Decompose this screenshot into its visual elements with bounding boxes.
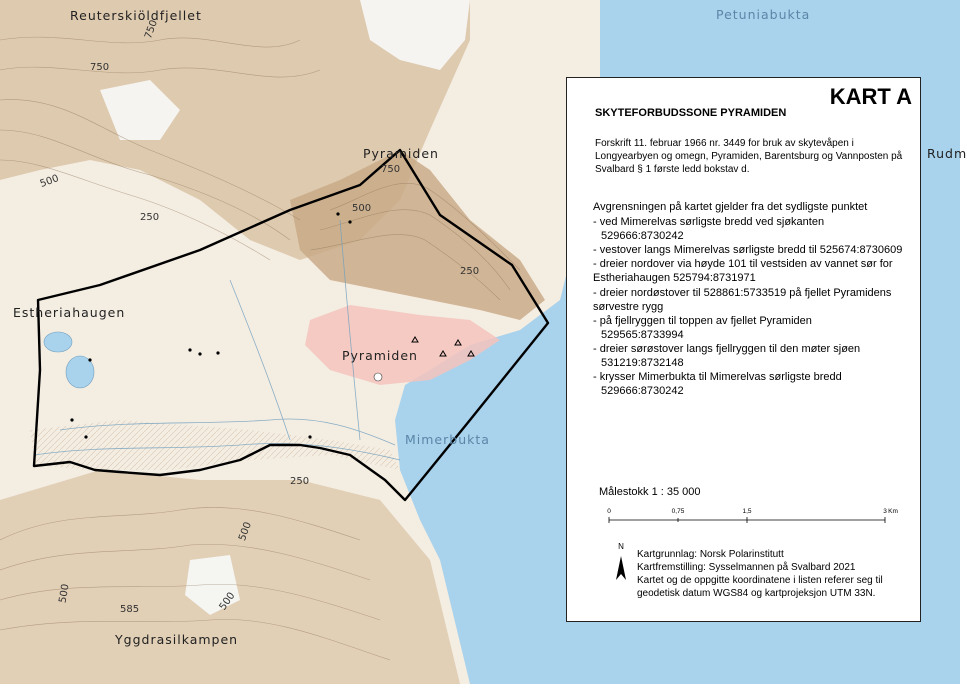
- scale-tick-label: 0,75: [671, 508, 685, 515]
- regulation-text: Forskrift 11. februar 1966 nr. 3449 for bruk av skytevåpen i Longyearbyen og omegn, Pyramiden, Barentsburg og Vannposten på Svalbard § 1 første ledd bokstav d.: [595, 138, 903, 175]
- scale-bar-graphic: [605, 516, 895, 530]
- contour-label: 250: [460, 266, 480, 277]
- contour-label: 750: [381, 164, 401, 175]
- scale-unit: Km: [888, 508, 898, 515]
- boundary-description: [593, 200, 913, 398]
- boundary-item-coord: 529666:8730242: [601, 385, 684, 398]
- boundary-item-coord: 529565:8733994: [601, 328, 684, 341]
- contour-label: 750: [143, 18, 160, 41]
- boundary-item-text: - på fjellryggen til toppen av fjellet Pyramiden: [593, 314, 812, 327]
- label-pyramiden-peak: Pyramiden: [363, 146, 439, 161]
- map-title: KART A: [829, 84, 912, 109]
- boundary-item: [593, 342, 913, 370]
- boundary-item-text: - dreier nordøstover til 528861:5733519 på fjellet Pyramidens sørvestre rygg: [593, 286, 892, 313]
- lake-estheriahaugen-north: [44, 332, 72, 352]
- boundary-item-coord: 529666:8730242: [601, 230, 684, 243]
- north-label: N: [618, 542, 624, 551]
- contour-label: 250: [290, 476, 310, 487]
- zone-heading: SKYTEFORBUDSSONE PYRAMIDEN: [595, 107, 787, 119]
- map-credits: [637, 548, 917, 600]
- label-yggdrasilkampen: Yggdrasilkampen: [115, 632, 239, 647]
- boundary-item: [593, 243, 913, 257]
- boundary-item: [593, 314, 913, 342]
- boundary-item: [593, 215, 913, 243]
- credit-line: Kartet og de oppgitte koordinatene i listen referer seg til geodetisk datum WGS84 og kartprojeksjon UTM 33N.: [637, 575, 883, 599]
- contour-label: 500: [217, 590, 238, 613]
- boundary-item-coord: 531219:8732148: [601, 357, 684, 370]
- label-petuniabukta: Petuniabukta: [716, 7, 811, 22]
- legend-panel: [566, 77, 921, 622]
- boundary-item: [593, 370, 913, 398]
- north-arrow-icon: [611, 540, 631, 588]
- scale-text: Målestokk 1 : 35 000: [599, 486, 701, 498]
- contour-label: 585: [120, 604, 140, 615]
- scale-tick-label: 3: [883, 508, 887, 515]
- boundary-item: [593, 286, 913, 314]
- label-mimerbukta: Mimerbukta: [405, 432, 490, 447]
- scale-bar: [605, 508, 898, 530]
- scale-tick-label: 1,5: [742, 508, 752, 515]
- contour-label: 500: [57, 583, 72, 604]
- contour-label: 500: [352, 203, 372, 214]
- boundary-item-text: - dreier nordover via høyde 101 til vestsiden av vannet sør for Estheriahaugen 525794:8731971: [593, 258, 893, 285]
- contour-label: 750: [90, 62, 110, 73]
- boundary-item: [593, 257, 913, 285]
- credit-line: Kartgrunnlag: Norsk Polarinstitutt: [637, 549, 784, 560]
- boundary-intro: Avgrensningen på kartet gjelder fra det sydligste punktet: [593, 201, 868, 213]
- contour-label: 500: [38, 173, 61, 190]
- boundary-item-text: - vestover langs Mimerelvas sørligste bredd til 525674:8730609: [593, 244, 903, 257]
- contour-label: 250: [140, 212, 160, 223]
- contour-label: 500: [237, 520, 254, 543]
- label-rudm: Rudm: [927, 146, 967, 161]
- label-pyramiden-town: Pyramiden: [342, 348, 418, 363]
- boundary-item-text: - ved Mimerelvas sørligste bredd ved sjøkanten: [593, 216, 825, 229]
- boundary-item-text: - krysser Mimerbukta til Mimerelvas sørligste bredd: [593, 371, 842, 384]
- label-reuterskioldfjellet: Reuterskiöldfjellet: [70, 8, 202, 23]
- helipad-icon: [374, 373, 382, 381]
- boundary-item-text: - dreier sørøstover langs fjellryggen til den møter sjøen: [593, 342, 861, 355]
- scale-tick-label: 0: [607, 508, 611, 515]
- credit-line: Kartfremstilling: Sysselmannen på Svalbard 2021: [637, 562, 856, 573]
- label-estheriahaugen: Estheriahaugen: [13, 305, 126, 320]
